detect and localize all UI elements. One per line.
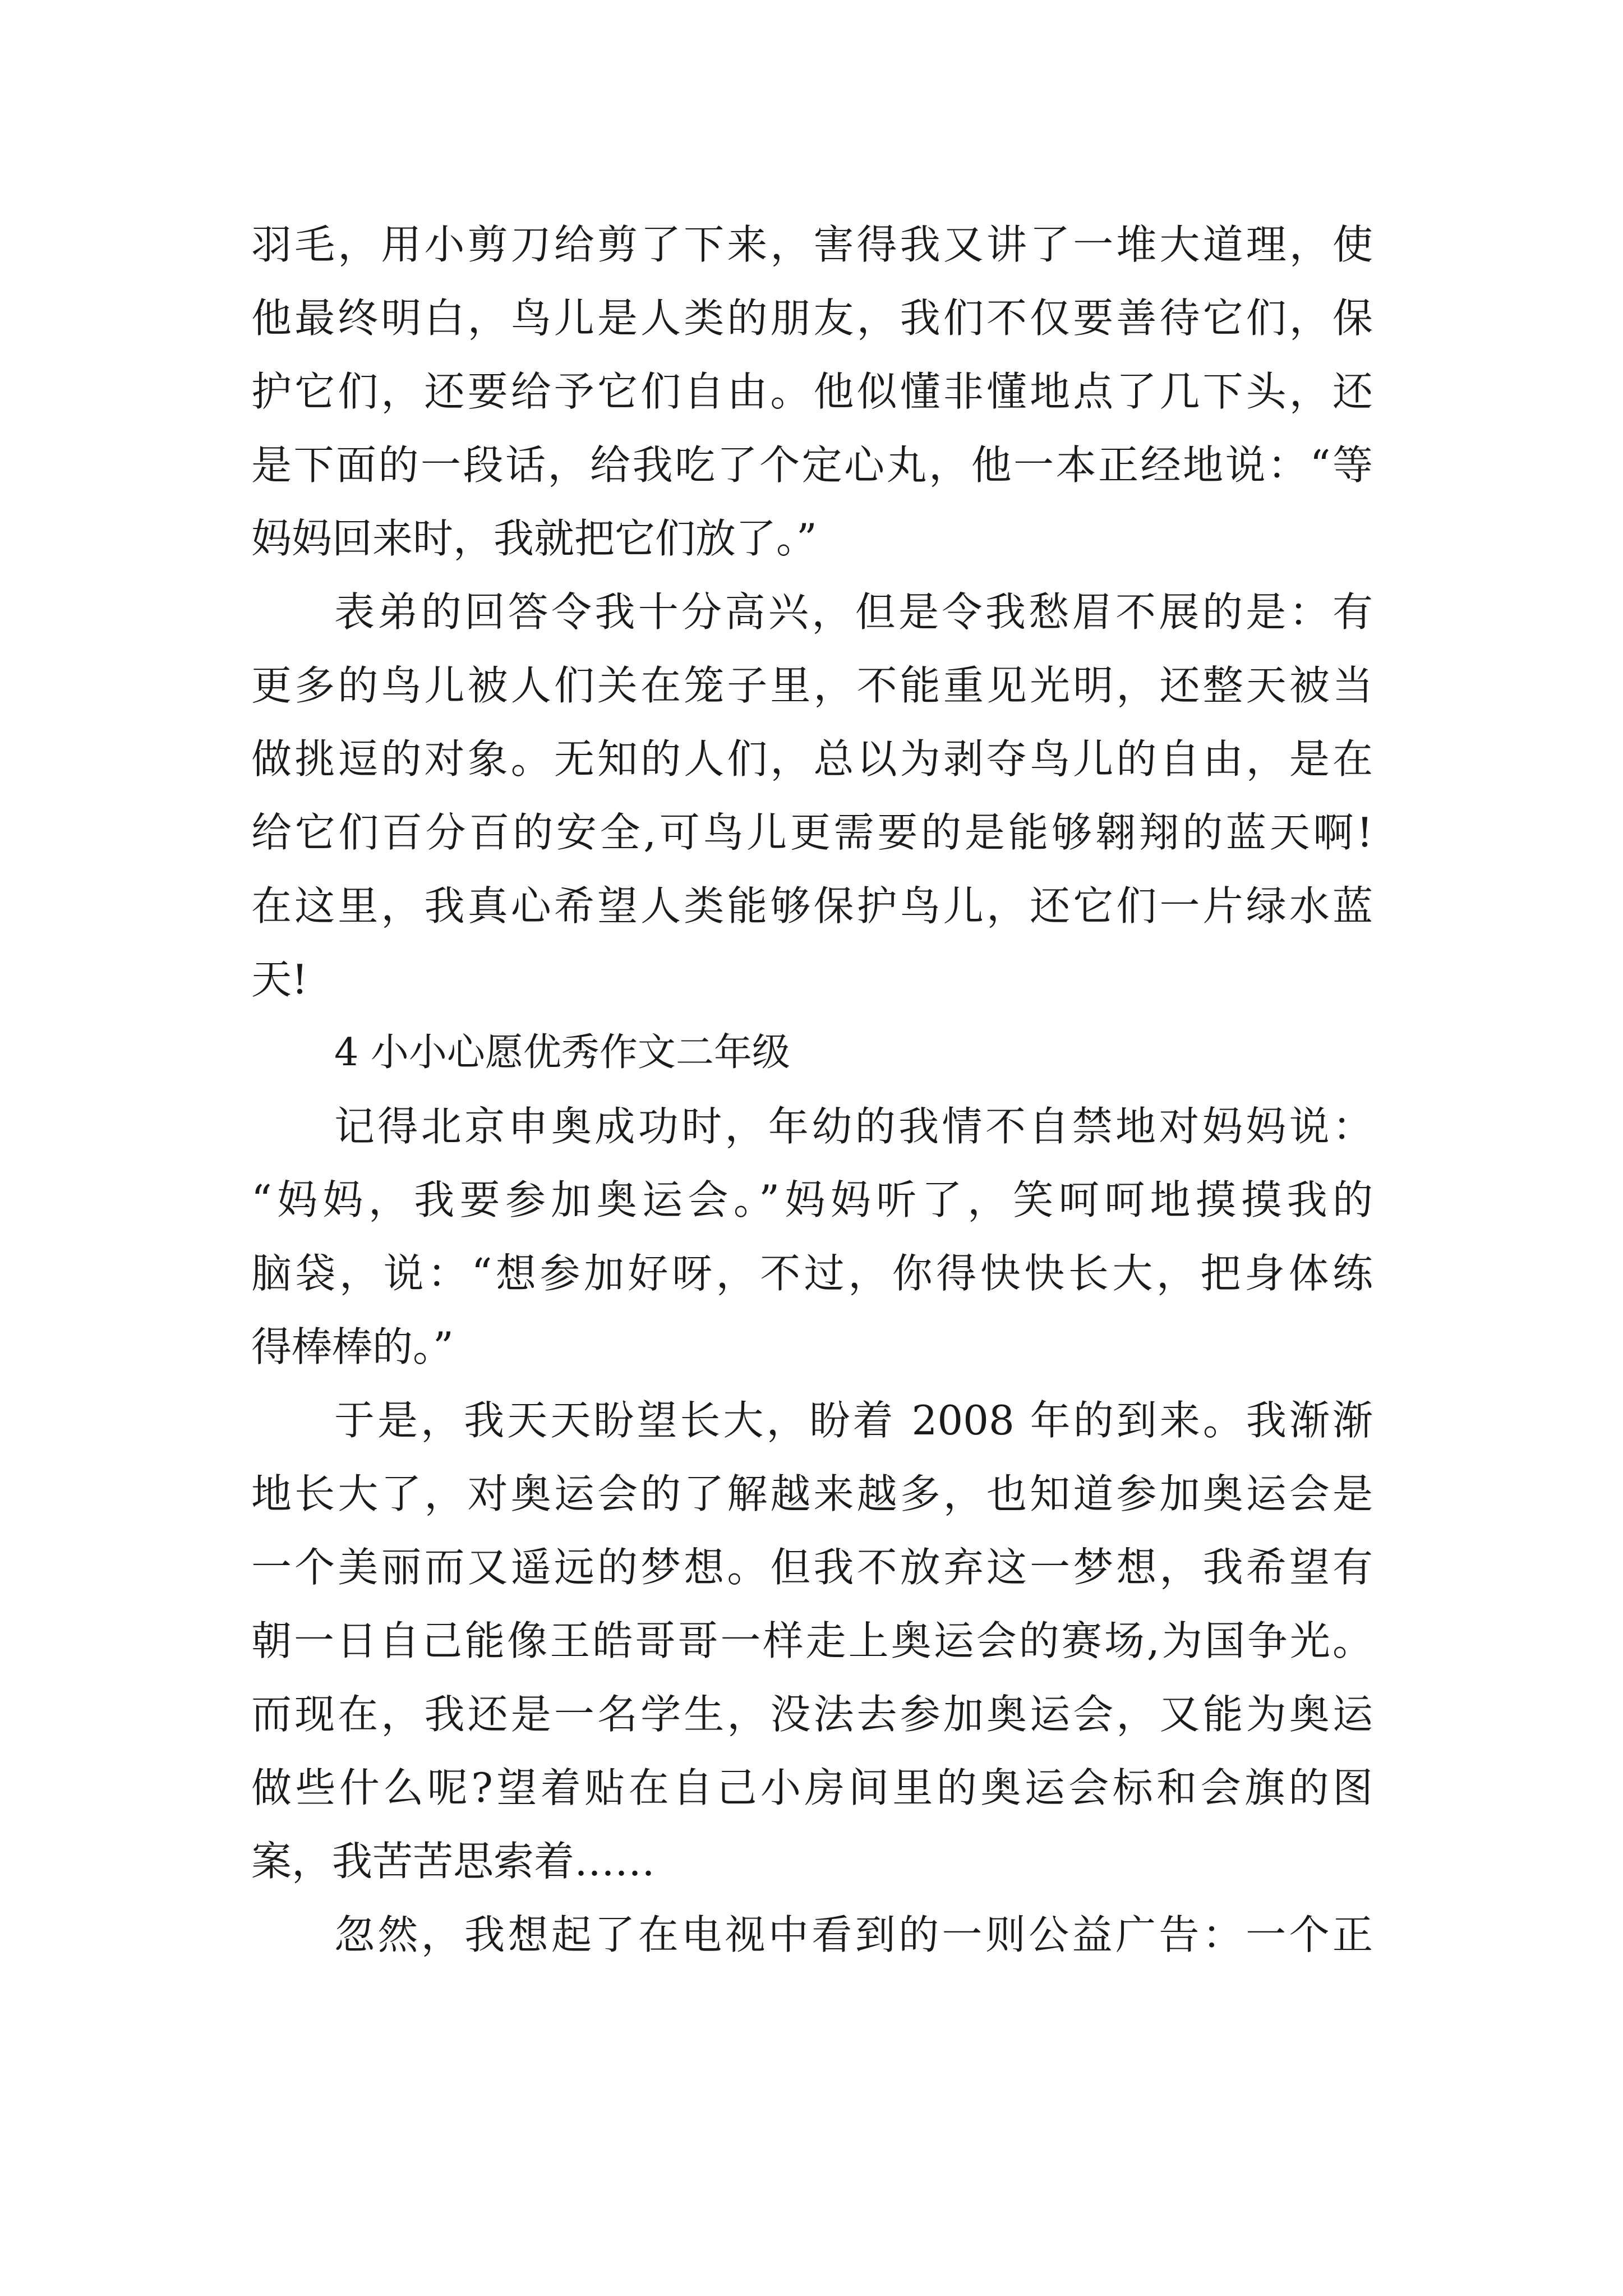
paragraph-1-line-3: 护它们，还要给予它们自由。他似懂非懂地点了几下头，还 bbox=[251, 368, 1373, 415]
paragraph-3-line-4: 得棒棒的。” bbox=[251, 1323, 454, 1370]
paragraph-1-line-4: 是下面的一段话，给我吃了个定心丸，他一本正经地说：“等 bbox=[251, 441, 1373, 489]
paragraph-1-line-5: 妈妈回来时，我就把它们放了。” bbox=[251, 515, 817, 562]
paragraph-4-line-3: 一个美丽而又遥远的梦想。但我不放弃这一梦想，我希望有 bbox=[251, 1544, 1373, 1591]
paragraph-2-line-6: 天! bbox=[251, 956, 308, 1003]
paragraph-5-line-1: 忽然，我想起了在电视中看到的一则公益广告：一个正 bbox=[334, 1911, 1373, 1958]
paragraph-1-line-1: 羽毛，用小剪刀给剪了下来，害得我又讲了一堆大道理，使 bbox=[251, 221, 1373, 268]
paragraph-3-line-3: 脑袋，说：“想参加好呀，不过，你得快快长大，把身体练 bbox=[251, 1250, 1373, 1297]
paragraph-1-line-2: 他最终明白，鸟儿是人类的朋友，我们不仅要善待它们，保 bbox=[251, 295, 1373, 342]
paragraph-4-line-1: 于是，我天天盼望长大，盼着 2008 年的到来。我渐渐 bbox=[334, 1397, 1373, 1444]
section-heading: 4 小小心愿优秀作文二年级 bbox=[334, 1030, 790, 1075]
paragraph-3-line-2: “妈妈，我要参加奥运会。”妈妈听了，笑呵呵地摸摸我的 bbox=[251, 1176, 1373, 1223]
paragraph-2-line-1: 表弟的回答令我十分高兴，但是令我愁眉不展的是：有 bbox=[334, 588, 1373, 636]
paragraph-4-line-4: 朝一日自己能像王皓哥哥一样走上奥运会的赛场,为国争光。 bbox=[251, 1617, 1373, 1664]
paragraph-2-line-3: 做挑逗的对象。无知的人们，总以为剥夺鸟儿的自由，是在 bbox=[251, 735, 1373, 783]
paragraph-2-line-4: 给它们百分百的安全,可鸟儿更需要的是能够翱翔的蓝天啊! bbox=[251, 809, 1373, 856]
paragraph-4-line-6: 做些什么呢?望着贴在自己小房间里的奥运会标和会旗的图 bbox=[251, 1764, 1373, 1811]
paragraph-2-line-5: 在这里，我真心希望人类能够保护鸟儿，还它们一片绿水蓝 bbox=[251, 882, 1373, 930]
paragraph-4-line-5: 而现在，我还是一名学生，没法去参加奥运会，又能为奥运 bbox=[251, 1691, 1373, 1738]
paragraph-3-line-1: 记得北京申奥成功时，年幼的我情不自禁地对妈妈说： bbox=[334, 1103, 1373, 1150]
paragraph-4-line-7: 案，我苦苦思索着…… bbox=[251, 1838, 656, 1885]
paragraph-2-line-2: 更多的鸟儿被人们关在笼子里，不能重见光明，还整天被当 bbox=[251, 662, 1373, 709]
paragraph-4-line-2: 地长大了，对奥运会的了解越来越多，也知道参加奥运会是 bbox=[251, 1470, 1373, 1517]
